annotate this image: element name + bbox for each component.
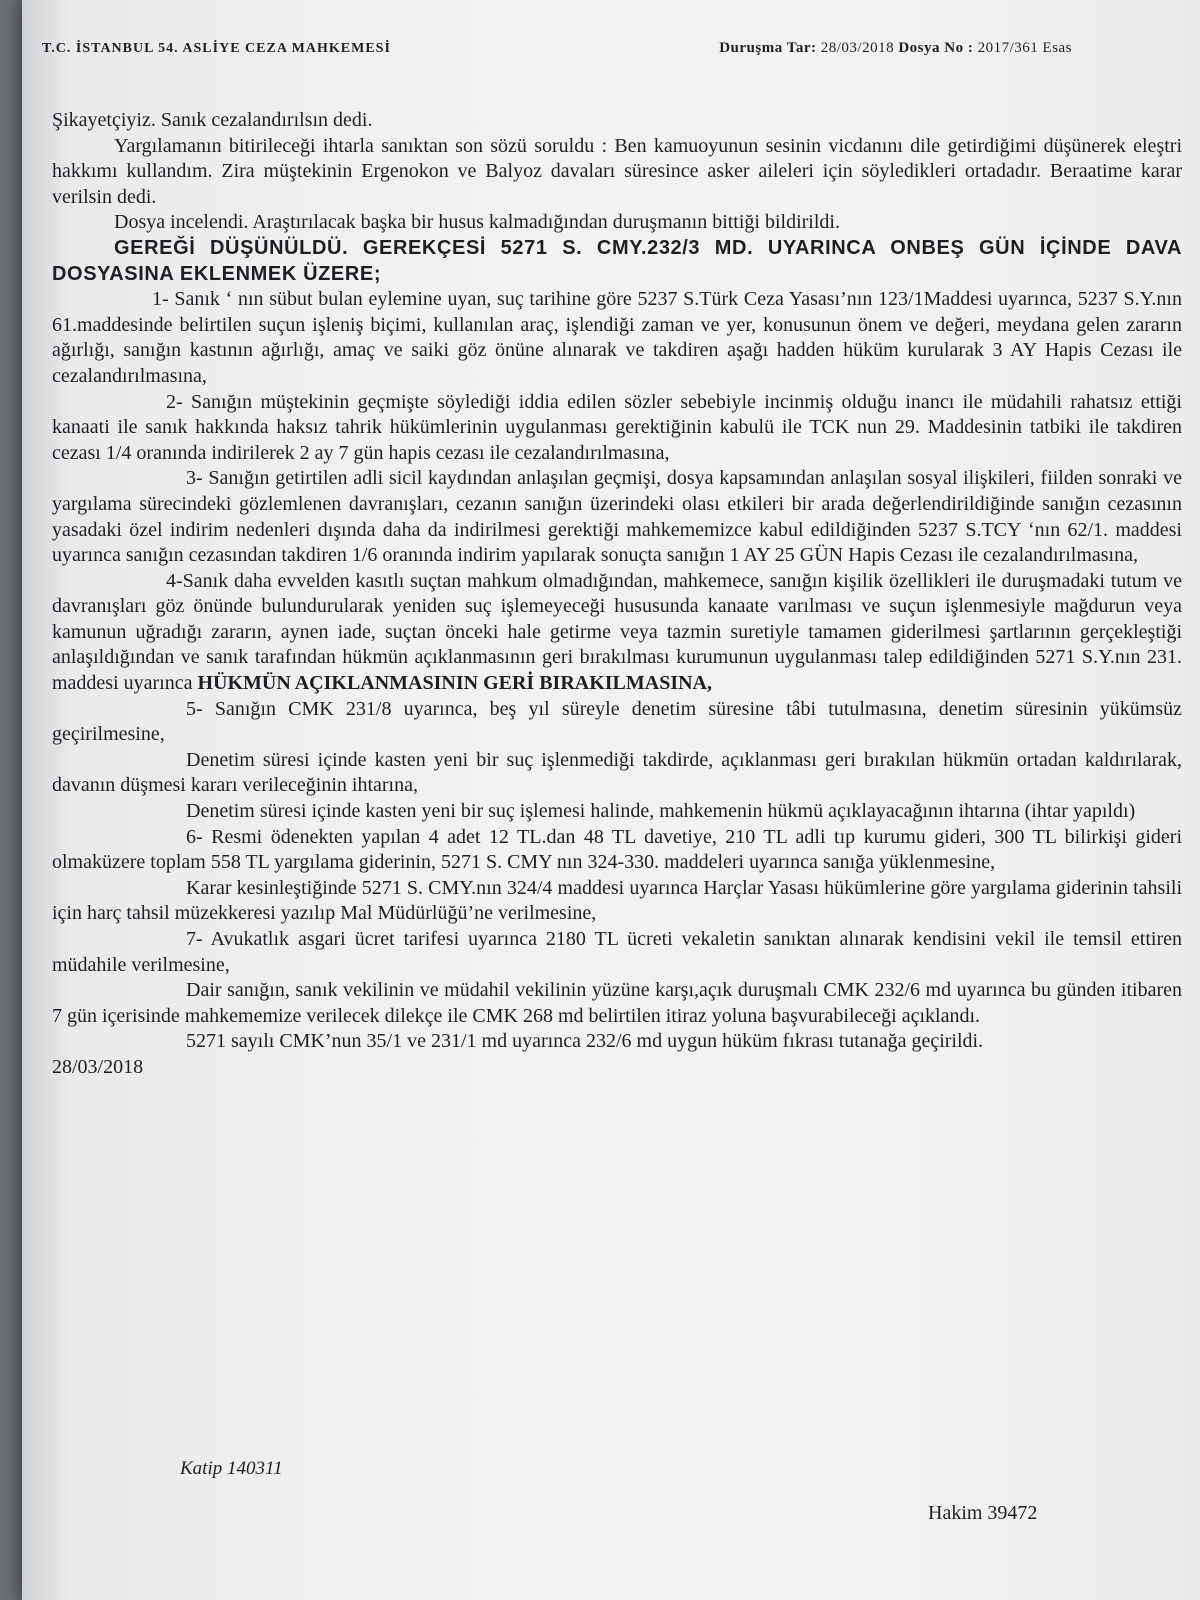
verdict-item-5b: Denetim süresi içinde kasten yeni bir suç işlemesi halinde, mahkemenin hükmü açıklayacağının ihtarına (ihtar yapıldı): [186, 800, 1136, 823]
document-header: [42, 40, 1072, 57]
closing-paragraph: Dair sanığın, sanık vekilinin ve müdahil vekilinin yüzüne karşı,açık duruşmalı CMK 232/6 md uyarınca bu günden itibaren 7 gün içerisinde mahkememize verilecek dilekçe ile CMK 268 md belirtilen itiraz yoluna başvurabileceği açıklandı.: [52, 979, 1182, 1027]
final-paragraph: 5271 sayılı CMK’nun 35/1 ve 231/1 md uyarınca 232/6 md uygun hüküm fıkrası tutanağa geçirildi.: [186, 1030, 984, 1053]
verdict-item-4-text: 4-Sanık daha evvelden kasıtlı suçtan mahkum olmadığından, mahkemece, sanığın kişilik özellikleri ile duruşmadaki tutum ve davranışları göz önünde bulundurularak yeniden suç işlemeyeceği hususunda kanaate varılması ve suçun işlenmesiyle mağdurun veya kamunun uğradığı zararın, aynen iade, suçtan önceki hale getirme veya tazmin suretiyle tamamen giderilmesi şartlarının gerçekleştiği anlaşıldığından ve sanık tarafından hükmün açıklanmasının geri bırakılması kurumunun uygulanması talep edildiğinden 5271 S.Y.nın 231. maddesi uyarınca: [52, 569, 1182, 695]
document-page: [22, 0, 1200, 1600]
paragraph-complaint: Şikayetçiyiz. Sanık cezalandırılsın dedi.: [52, 109, 373, 131]
judge-signature: Hakim 39472: [928, 1502, 1038, 1524]
verdict-item-3: 3- Sanığın getirtilen adli sicil kaydından anlaşılan geçmişi, dosya kapsamından anlaşılan sosyal ilişkileri, fiilden sonraki ve yargılama sürecindeki gözlemlenen davranışları, cezanın sanığın üzerindeki olası etkileri bir arada değerlendirildiğinde sanığın cezasının yasadaki özel indirim nedenleri dışında daha da indirilmesi gerektiği mahkememizce kabul edildiğinden 5237 S.TCY ‘nın 62/1. maddesi uyarınca sanığın cezasından takdiren 1/6 oranında indirim yapılarak sonuçta sanığın 1 AY 25 GÜN Hapis Cezası ile cezalandırılmasına,: [52, 467, 1182, 567]
verdict-item-1: 1- Sanık ‘ nın sübut bulan eylemine uyan, suç tarihine göre 5237 S.Türk Ceza Yasası’nın 123/1Maddesi uyarınca, 5237 S.Y.nın 61.maddesinde belirtilen suçun işleniş biçimi, kullanılan araç, işlendiği zaman ve yer, konusunun önem ve değeri, meydana gelen zararın ağırlığı, sanığın kastının ağırlığı, amaç ve saiki göz önüne alınarak ve takdiren aşağı hadden hüküm kurularak 3 AY Hapis Cezası ile cezalandırılmasına,: [52, 288, 1182, 387]
verdict-heading: GEREĞİ DÜŞÜNÜLDÜ. GEREKÇESİ 5271 S. CMY.232/3 MD. UYARINCA ONBEŞ GÜN İÇİNDE DAVA DOSYASINA EKLENMEK ÜZERE;: [52, 236, 1182, 285]
file-no: 2017/361 Esas: [977, 40, 1072, 56]
verdict-item-7: 7- Avukatlık asgari ücret tarifesi uyarınca 2180 TL ücreti vekaletin sanıktan alınarak kendisini vekil ile temsil ettiren müdahile verilmesine,: [52, 928, 1182, 976]
verdict-item-6a: Karar kesinleştiğinde 5271 S. CMY.nın 324/4 maddesi uyarınca Harçlar Yasası hükümlerine göre yargılama giderinin tahsili için harç tahsil müzekkeresi yazılıp Mal Müdürlüğü’ne verilmesine,: [52, 876, 1182, 925]
paragraph-file-examined: Dosya incelendi. Araştırılacak başka bir husus kalmadığından duruşmanın bittiği bildirildi.: [114, 211, 840, 234]
court-name: T.C. İSTANBUL 54. ASLİYE CEZA MAHKEMESİ: [42, 41, 391, 56]
hearing-date-label: Duruşma Tar:: [719, 40, 817, 56]
verdict-item-4-decision: HÜKMÜN AÇIKLANMASININ GERİ BIRAKILMASINA,: [197, 672, 712, 695]
file-no-label: Dosya No :: [898, 40, 974, 56]
verdict-item-5: 5- Sanığın CMK 231/8 uyarınca, beş yıl süreyle denetim süresine tâbi tutulmasına, denetim süresinin yükümsüz geçirilmesine,: [52, 697, 1182, 746]
hearing-info: [719, 40, 1072, 57]
hearing-date: 28/03/2018: [820, 40, 895, 56]
decision-date: 28/03/2018: [52, 1055, 144, 1078]
verdict-item-4: [52, 569, 1182, 697]
document-body: [52, 108, 1182, 1081]
paragraph-final-word: Yargılamanın bitirileceği ihtarla sanıktan son sözü soruldu : Ben kamuoyunun sesinin vicdanını dile getirdiğimi düşünerek eleştri hakkımı kullandım. Zira müştekinin Ergenokon ve Balyoz davaları süresince asker aileleri için söyledikleri ortadadır. Beraatime karar verilsin dedi.: [52, 134, 1182, 208]
verdict-item-5a: Denetim süresi içinde kasten yeni bir suç işlenmediği takdirde, açıklanması geri bırakılan hükmün ortadan kaldırılarak, davanın düşmesi kararı verileceğinin ihtarına,: [52, 748, 1182, 797]
clerk-signature: Katip 140311: [180, 1458, 283, 1479]
verdict-item-6: 6- Resmi ödenekten yapılan 4 adet 12 TL.dan 48 TL davetiye, 210 TL adli tıp kurumu gideri, 300 TL bilirkişi gideri olmaküzere toplam 558 TL yargılama giderinin, 5271 S. CMY nın 324-330. maddeleri uyarınca sanığa yüklenmesine,: [52, 825, 1182, 874]
verdict-item-2: 2- Sanığın müştekinin geçmişte söylediği iddia edilen sözler sebebiyle incinmiş olduğu inancı ile müdahili rahatsız ettiği kanaati ile sanık hakkında haksız tahrik hükümlerinin uygulanması gerektiğinin kabulü ile TCK nun 29. Maddesinin tatbiki ile takdiren cezası 1/4 oranında indirilerek 2 ay 7 gün hapis cezası ile cezalandırılmasına,: [52, 390, 1182, 464]
